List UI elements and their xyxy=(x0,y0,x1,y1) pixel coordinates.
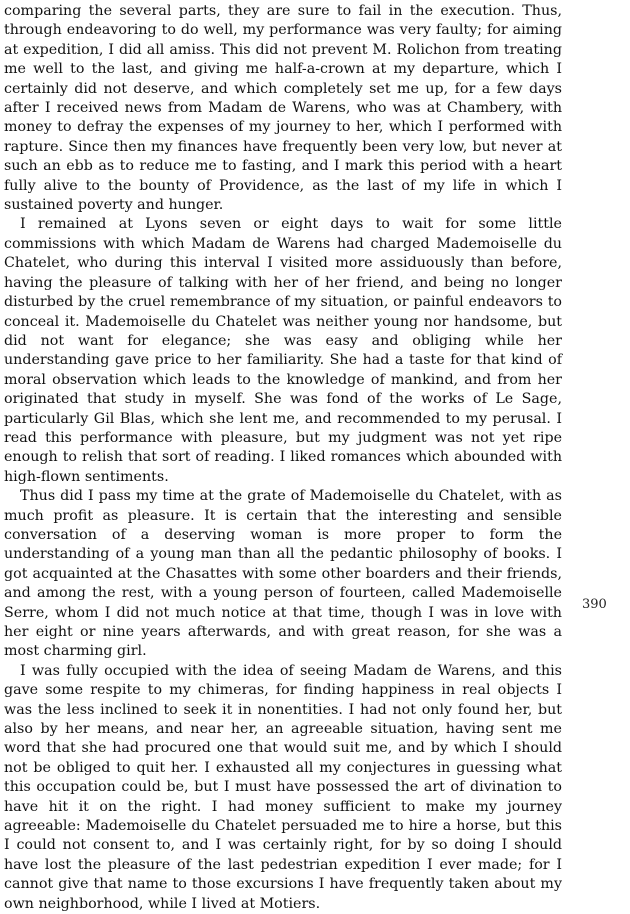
document-body xyxy=(4,2,562,914)
paragraph-1: comparing the several parts, they are sure to fail in the execution. Thus, through endeavoring to do well, my performance was very faulty; for aiming at expedition, I did all amiss. This did not prevent M. Rolichon from treating me well to the last, and giving me half-a-crown at my departure, which I certainly did not deserve, and which completely set me up, for a few days after I received news from Madam de Warens, who was at Chambery, with money to defray the expenses of my journey to her, which I performed with rapture. Since then my finances have frequently been very low, but never at such an ebb as to reduce me to fasting, and I mark this period with a heart fully alive to the bounty of Providence, as the last of my life in which I sustained poverty and hunger. xyxy=(4,3,562,214)
margin-page-number: 390 xyxy=(582,597,607,612)
paragraph-4: I was fully occupied with the idea of seeing Madam de Warens, and this gave some respite to my chimeras, for finding happiness in real objects I was the less inclined to seek it in nonentities. I had not only found her, but also by her means, and near her, an agreeable situation, having sent me word that she had procured one that would suit me, and by which I should not be obliged to quit her. I exhausted all my conjectures in guessing what this occupation could be, but I must have possessed the art of divination to have hit it on the right. I had money sufficient to make my journey agreeable: Mademoiselle du Chatelet persuaded me to hire a horse, but this I could not consent to, and I was certainly right, for by so doing I should have lost the pleasure of the last pedestrian expedition I ever made; for I cannot give that name to those excursions I have frequently taken about my own neighborhood, while I lived at Motiers. xyxy=(4,662,562,912)
paragraph-2: I remained at Lyons seven or eight days to wait for some little commissions with which Madam de Warens had charged Mademoiselle du Chatelet, who during this interval I visited more assiduously than before, having the pleasure of talking with her of her friend, and being no longer disturbed by the cruel remembrance of my situation, or painful endeavors to conceal it. Mademoiselle du Chatelet was neither young nor handsome, but did not want for elegance; she was easy and obliging while her understanding gave price to her familiarity. She had a taste for that kind of moral observation which leads to the knowledge of mankind, and from her originated that study in myself. She was fond of the works of Le Sage, particularly Gil Blas, which she lent me, and recommended to my perusal. I read this performance with pleasure, but my judgment was not yet ripe enough to relish that sort of reading. I liked romances which abounded with high-flown sentiments. xyxy=(4,216,562,485)
paragraph-3: Thus did I pass my time at the grate of Mademoiselle du Chatelet, with as much profit as pleasure. It is certain that the interesting and sensible conversation of a deserving woman is more proper to form the understanding of a young man than all the pedantic philosophy of books. I got acquainted at the Chasattes with some other boarders and their friends, and among the rest, with a young person of fourteen, called Mademoiselle Serre, whom I did not much notice at that time, though I was in love with her eight or nine years afterwards, and with great reason, for she was a most charming girl. xyxy=(4,488,562,660)
